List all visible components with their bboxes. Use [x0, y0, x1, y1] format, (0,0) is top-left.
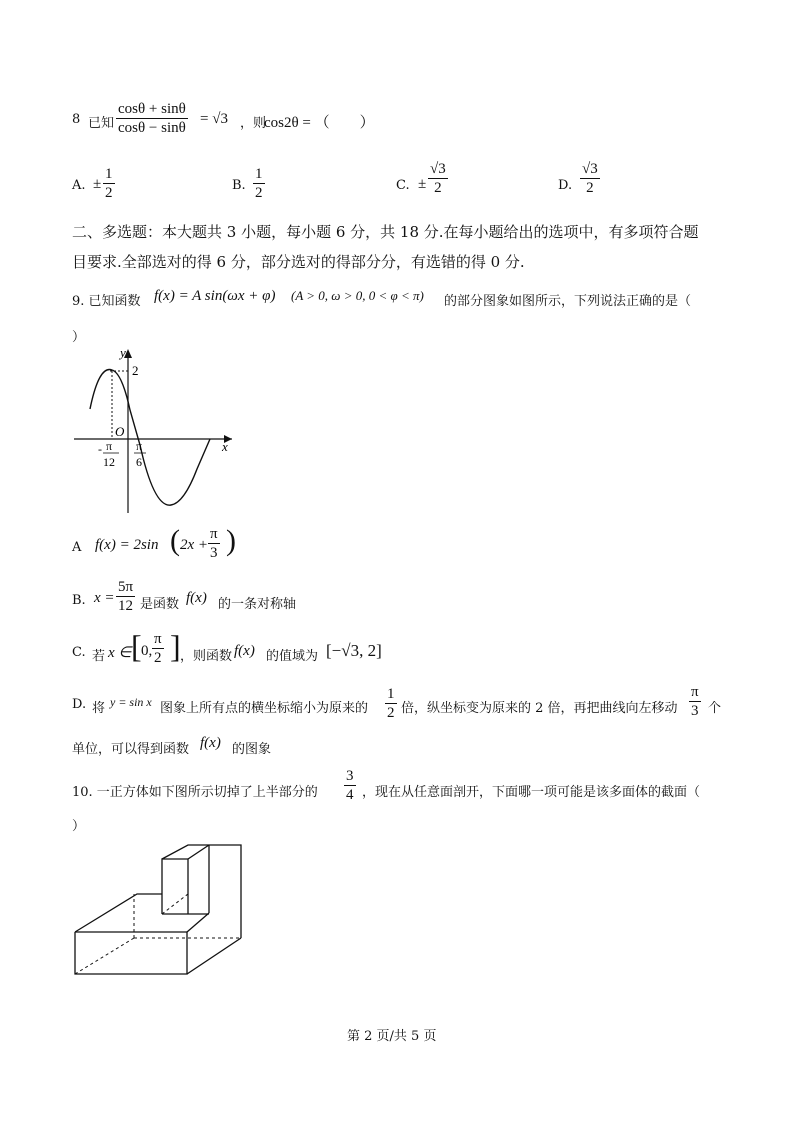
q9-option-d-line2-pre: 单位，可以得到函数	[72, 742, 190, 757]
q8-option-c-label: C.	[396, 178, 410, 193]
q8-option-c-value: $\frac{√3}{2}$	[430, 161, 446, 196]
q8-option-a-sign: ±	[93, 176, 102, 192]
q8-option-a-label: A.	[72, 178, 86, 193]
q8-frac-den: cosθ − sinθ	[118, 120, 186, 136]
q10-stem-tail: ，现在从任意面剖开，下面哪一项可能是该多面体的截面（	[362, 785, 701, 800]
y-label: y	[120, 345, 126, 360]
q9-option-b-label: B.	[72, 593, 86, 608]
q8-prefix: 已知	[88, 116, 115, 131]
q10-stem: 10. 一正方体如下图所示切掉了上半部分的	[72, 785, 318, 800]
q9-option-c-label: C.	[72, 645, 86, 660]
hidden-edge-1	[75, 938, 134, 974]
q9-option-c-pre: 若	[92, 649, 106, 664]
q9-option-b-pre: x =	[94, 590, 115, 606]
max-label: 2	[132, 363, 139, 378]
q9-option-b-func: f(x)	[186, 590, 207, 606]
q8-number: 8	[72, 112, 81, 127]
q9-option-c-range: [−√3, 2]	[326, 641, 382, 660]
upper-top-diagonal	[188, 845, 209, 859]
hidden-edge-4	[162, 894, 188, 914]
q9-option-d-line2-tail: 的图象	[232, 742, 272, 757]
q8-option-b-label: B.	[232, 178, 246, 193]
q8-frac-num: cosθ + sinθ	[118, 101, 186, 117]
q10-fraction: $\frac{3}{4}$	[346, 768, 354, 803]
section2-line1: 二、多选题：本大题共 3 小题，每小题 6 分，共 18 分.在每小题给出的选项中，有多项符合题	[72, 223, 699, 241]
q9-option-b-tail: 的一条对称轴	[218, 597, 297, 612]
q9-function: f(x) = A sin(ωx + φ)	[154, 288, 276, 304]
q9-option-c-mid: ，则函数	[180, 649, 233, 664]
sine-curve	[90, 369, 210, 505]
q9-option-c-tail: 的值域为	[266, 649, 319, 664]
q9-option-d-frac1: $\frac{1}{2}$	[387, 686, 395, 721]
q10-stem-close: ）	[72, 819, 86, 834]
q9-option-a-paren-l: (	[170, 524, 180, 557]
q9-option-d-func: y = sin x	[110, 695, 152, 709]
q8-option-b-value: $\frac{1}{2}$	[255, 166, 263, 201]
q9-option-c-bracket-r: ]	[170, 628, 181, 664]
tick-left-den: 12	[103, 455, 115, 469]
q8-option-d-label: D.	[558, 178, 573, 193]
q8-option-d-value: $\frac{√3}{2}$	[582, 161, 598, 196]
q9-option-d-text2: 倍，纵坐标变为原来的 2 倍，再把曲线向左移动	[401, 701, 678, 716]
tick-left-num: π	[106, 439, 113, 453]
q9-option-d-text1: 图象上所有点的横坐标缩小为原来的	[160, 701, 369, 716]
page-footer: 第 2 页/共 5 页	[347, 1029, 437, 1044]
q9-graph	[72, 345, 237, 515]
q8-fraction	[116, 100, 188, 137]
q10-solid-figure	[72, 842, 247, 977]
section2-line2: 目要求.全部选对的得 6 分，部分选对的得部分分，有选错的得 0 分.	[72, 253, 525, 271]
tick-right-num: π	[136, 439, 143, 453]
tick-right-den: 6	[136, 455, 142, 469]
q9-stem-tail: 的部分图象如图所示，下列说法正确的是（	[444, 294, 692, 309]
q9-option-a-label: A	[72, 540, 82, 555]
q9-option-a-func: f(x) = 2sin	[95, 537, 159, 553]
lower-top-left-edge	[75, 894, 162, 932]
q9-option-d-text3: 个	[708, 701, 722, 716]
lower-top-right-edge	[187, 913, 209, 932]
q9-option-d-frac2: $\frac{\pi}{3}$	[691, 684, 699, 719]
q9-stem: 9. 已知函数	[72, 294, 141, 309]
q9-option-b-text: 是函数	[140, 597, 180, 612]
upper-front-face	[162, 859, 188, 914]
q9-option-c-set: x ∈	[108, 645, 132, 661]
q8-equals: = √3	[200, 111, 228, 127]
q9-option-c-int: 0,	[141, 643, 153, 659]
q9-option-d-pre: 将	[92, 701, 106, 716]
lower-right-bottom-edge	[187, 938, 241, 974]
q9-option-a-arg: 2x +	[180, 537, 209, 553]
q9-conditions: (A > 0, ω > 0, 0 < φ < π)	[291, 288, 424, 303]
q9-option-c-bracket-l: [	[131, 628, 142, 664]
q9-stem-close: ）	[72, 330, 86, 345]
tick-left-sign: -	[98, 442, 102, 456]
q8-option-a-value: $\frac{1}{2}$	[105, 166, 113, 201]
q9-option-a-paren-r: )	[226, 524, 236, 557]
q8-target: cos2θ = （ ）	[264, 115, 375, 131]
q9-option-c-int-frac: $\frac{\pi}{2}$	[154, 631, 162, 666]
q9-option-a-arg-frac: $\frac{\pi}{3}$	[210, 526, 218, 561]
q9-option-b-frac: $\frac{5\pi}{12}$	[118, 579, 134, 614]
q9-option-d-line2-func: f(x)	[200, 735, 221, 751]
q8-then: ，则	[240, 116, 267, 131]
origin-label: O	[115, 424, 125, 439]
x-label: x	[222, 439, 228, 454]
q9-option-d-label: D.	[72, 697, 87, 712]
q8-option-c-sign: ±	[418, 176, 427, 192]
q9-option-c-func: f(x)	[234, 643, 255, 659]
